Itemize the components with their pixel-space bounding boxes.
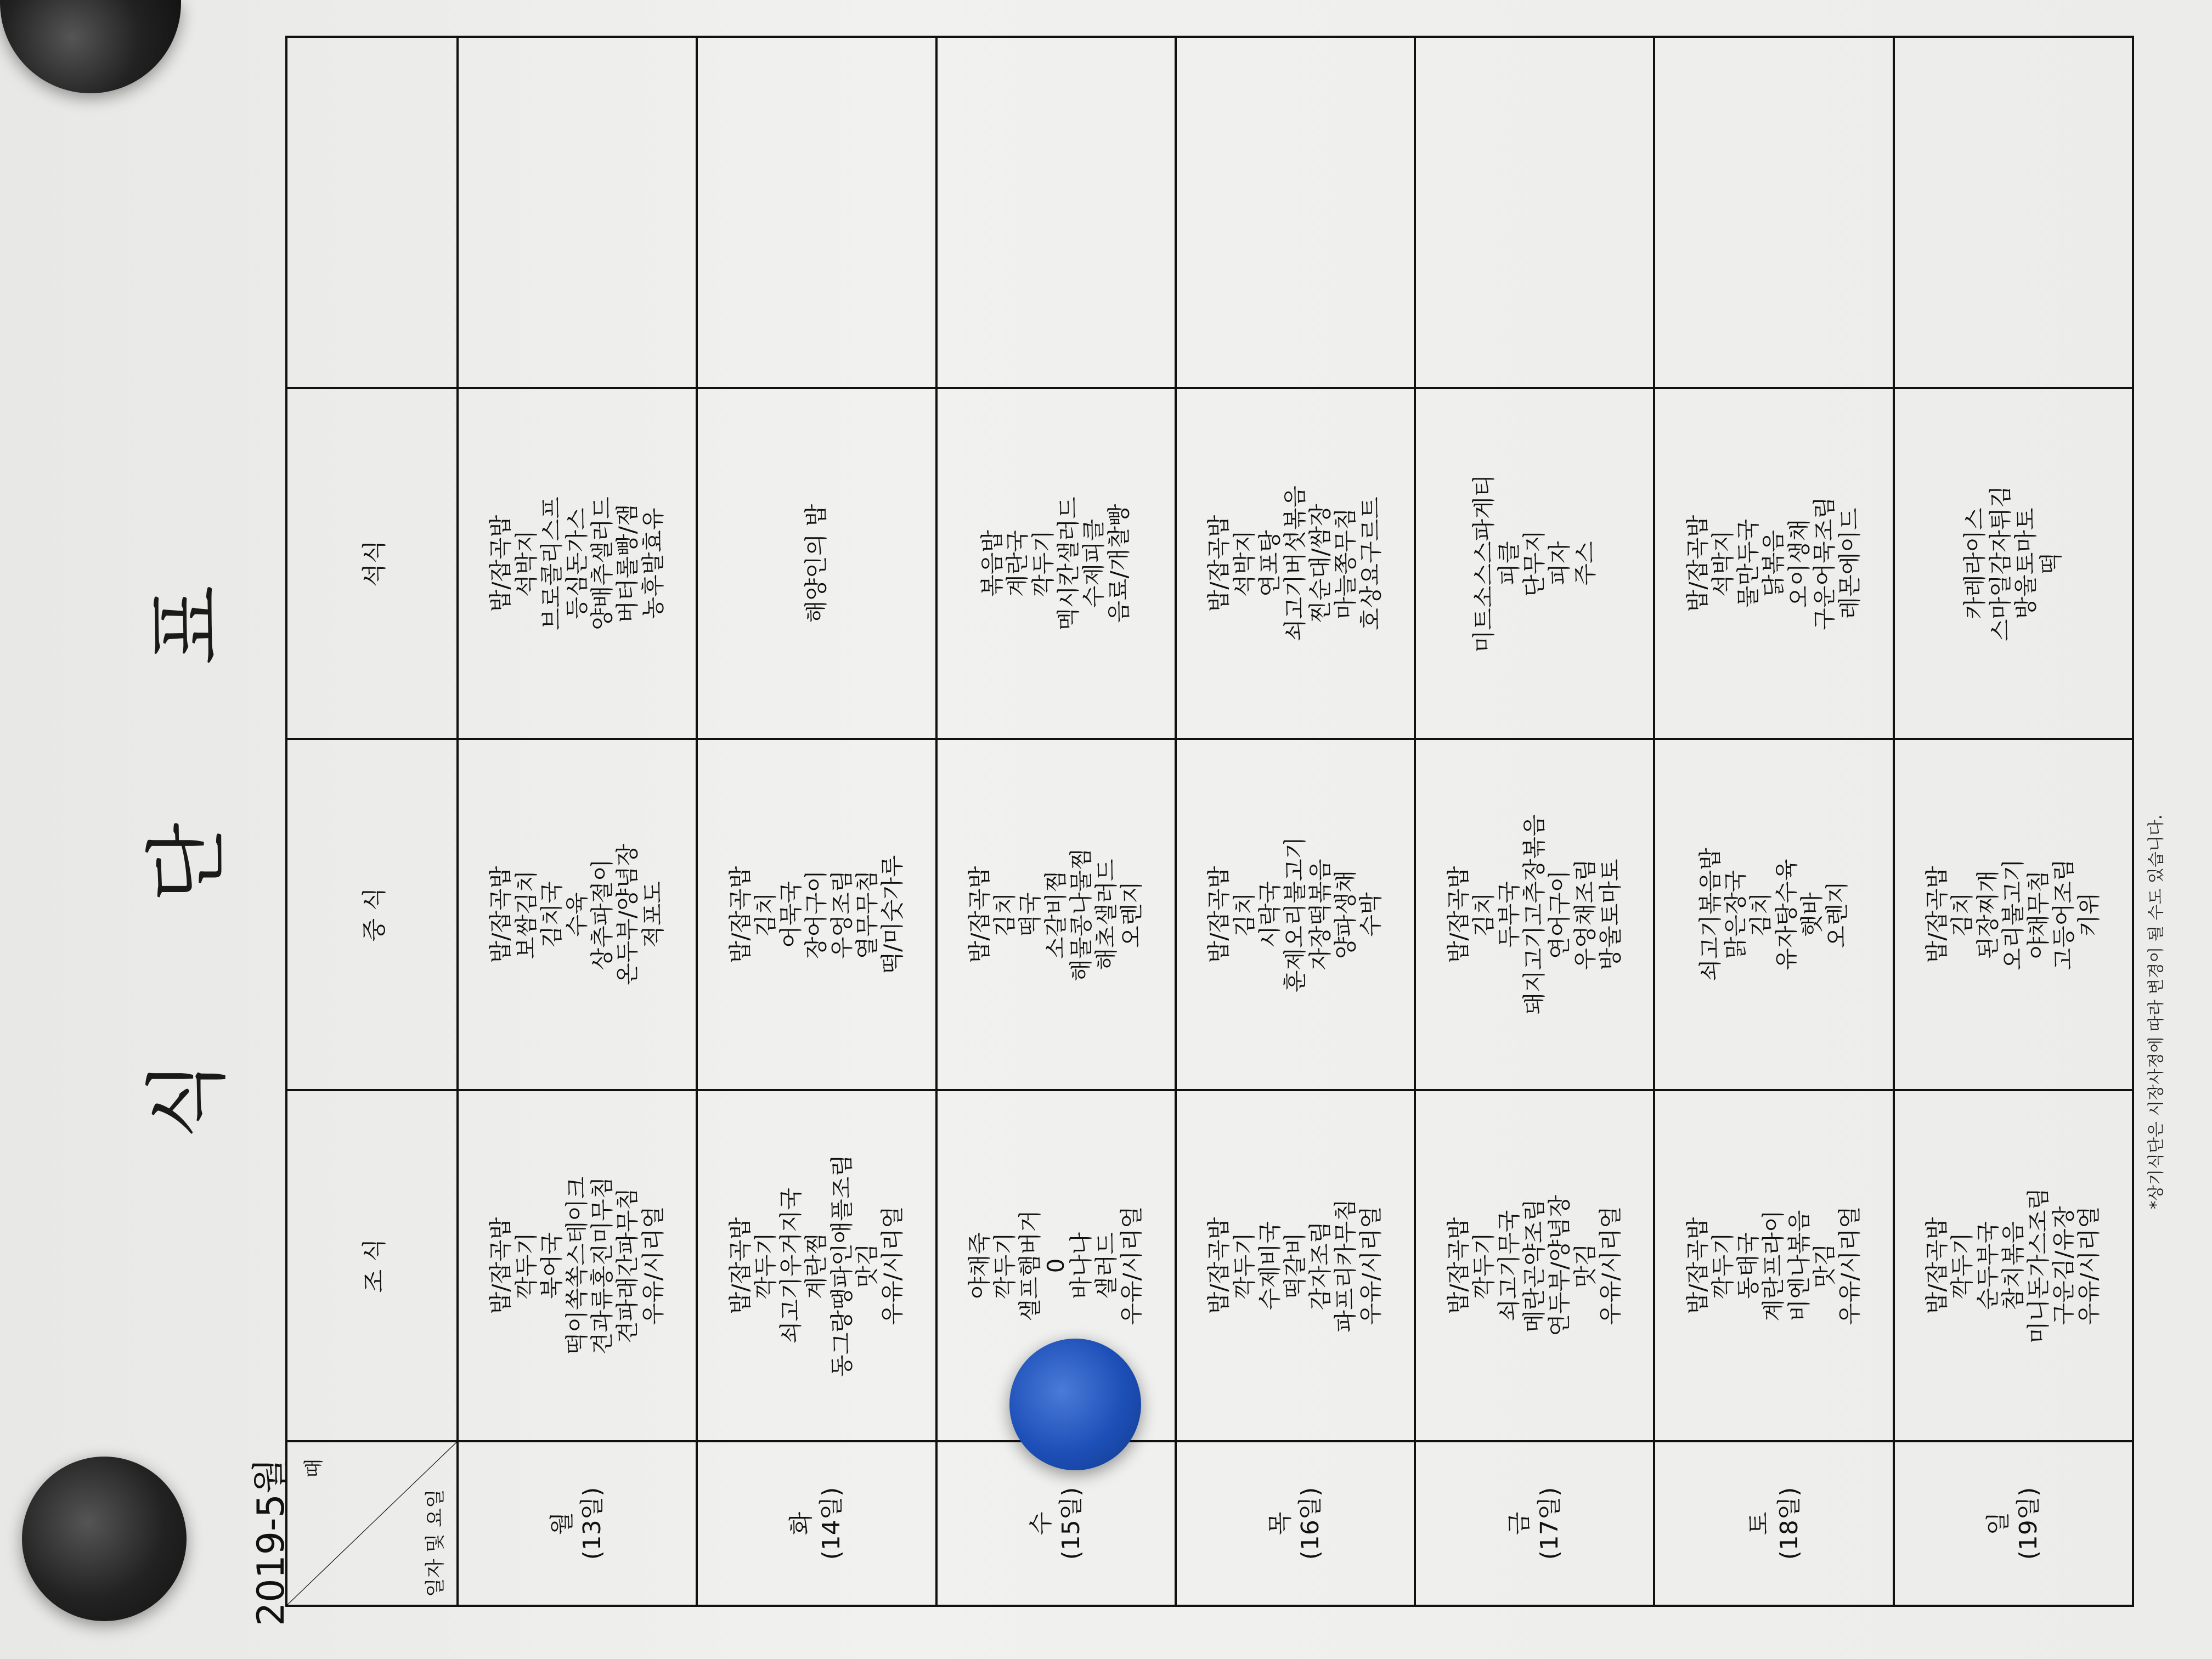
menu-item: 샐러드 bbox=[1092, 1232, 1120, 1299]
menu-item: 오리불고기 bbox=[1999, 859, 2027, 970]
day-date: (16일) bbox=[1296, 1487, 1324, 1560]
lunch-cell bbox=[936, 739, 1176, 1090]
menu-item: 김치 bbox=[1949, 892, 1976, 937]
header-breakfast: 조 식 bbox=[286, 1090, 458, 1441]
menu-item: 동그랑땡파인애플조림 bbox=[828, 1154, 855, 1377]
dinner-cell bbox=[1894, 388, 2133, 739]
menu-item: 밥/잡곡밥 bbox=[1205, 866, 1233, 963]
blank-cell bbox=[1894, 37, 2133, 388]
menu-item: 물만두국 bbox=[1735, 518, 1762, 608]
breakfast-cell bbox=[1176, 1090, 1415, 1441]
menu-table bbox=[285, 36, 2134, 1607]
menu-item: 수제비국 bbox=[1256, 1221, 1283, 1311]
menu-item: 바나나 bbox=[1067, 1232, 1094, 1299]
menu-item: 깍두기 bbox=[1709, 1232, 1737, 1299]
menu-item: 계란프라이 bbox=[1760, 1210, 1787, 1322]
menu-item: 카레라이스 bbox=[1961, 507, 1989, 619]
table-header-row bbox=[286, 37, 458, 1606]
menu-item: 유자탕수육 bbox=[1773, 859, 1800, 970]
menu-item: 밥/잡곡밥 bbox=[1444, 866, 1472, 963]
menu-item: 연어구이 bbox=[1546, 870, 1573, 960]
menu-item: 밥/잡곡밥 bbox=[1205, 515, 1233, 612]
menu-item: 보쌈김치 bbox=[512, 870, 540, 960]
menu-item: 김치 bbox=[991, 892, 1019, 937]
dinner-cell bbox=[1654, 388, 1893, 739]
menu-item: 닭볶음 bbox=[1760, 530, 1787, 597]
menu-item: 해초샐러드 bbox=[1092, 859, 1120, 970]
menu-item: 맛김 bbox=[1810, 1243, 1838, 1288]
menu-item: 농후발효유 bbox=[639, 507, 667, 619]
menu-item: 피자 bbox=[1546, 541, 1573, 586]
menu-item: 호상요구르트 bbox=[1357, 496, 1385, 630]
menu-item: 우유/시리얼 bbox=[878, 1206, 906, 1325]
day-name: 목 bbox=[1266, 1511, 1294, 1536]
table-row bbox=[458, 37, 697, 1606]
day-cell bbox=[1176, 1441, 1415, 1606]
menu-item: 단무지 bbox=[1521, 530, 1548, 597]
menu-item: 방울토마토 bbox=[1596, 859, 1624, 970]
day-date: (18일) bbox=[1775, 1487, 1803, 1560]
menu-item: 석박지 bbox=[1709, 530, 1737, 597]
menu-item: 해양인의 밥 bbox=[803, 504, 830, 623]
menu-item: 음료/개찰빵 bbox=[1105, 504, 1133, 623]
menu-item: 맛김 bbox=[1571, 1243, 1599, 1288]
menu-item: 떡갈비 bbox=[1281, 1232, 1308, 1299]
menu-item: 깍두기 bbox=[1231, 1232, 1258, 1299]
menu-item: 양배추샐러드 bbox=[589, 496, 616, 630]
menu-item: 양파생채 bbox=[1332, 870, 1359, 960]
menu-item: 밥/잡곡밥 bbox=[487, 515, 515, 612]
menu-item: 밥/잡곡밥 bbox=[966, 866, 994, 963]
dinner-cell bbox=[697, 388, 936, 739]
menu-item: 적포도 bbox=[639, 881, 667, 948]
menu-item: 우엉채조림 bbox=[1571, 859, 1599, 970]
menu-item: 구운어묵조림 bbox=[1810, 496, 1838, 630]
menu-item: 키위 bbox=[2075, 892, 2103, 937]
menu-item: 밥/잡곡밥 bbox=[726, 1217, 754, 1314]
day-date: (14일) bbox=[817, 1487, 846, 1560]
menu-item: 우유/시리얼 bbox=[1118, 1206, 1146, 1325]
day-date: (13일) bbox=[578, 1487, 607, 1560]
menu-item: 맛김 bbox=[853, 1243, 881, 1288]
menu-item: 밥/잡곡밥 bbox=[1684, 515, 1711, 612]
menu-item: 깍두기 bbox=[752, 1232, 779, 1299]
menu-item: 우유/시리얼 bbox=[1836, 1206, 1864, 1325]
menu-item: 김치 bbox=[1470, 892, 1497, 937]
menu-item: 두부국 bbox=[1495, 881, 1522, 948]
day-date: (19일) bbox=[2014, 1487, 2042, 1560]
header-corner bbox=[286, 1441, 458, 1606]
menu-item: 김치국 bbox=[538, 881, 565, 948]
menu-item: 훈제오리불고기 bbox=[1281, 837, 1308, 993]
menu-item: 김치 bbox=[752, 892, 779, 937]
menu-item: 상추파절이 bbox=[589, 859, 616, 970]
menu-item: 깍두기 bbox=[991, 1232, 1019, 1299]
menu-item: 계란찜 bbox=[803, 1232, 830, 1299]
menu-item: 메란곤약조림 bbox=[1521, 1199, 1548, 1333]
menu-item: 김치 bbox=[1231, 892, 1258, 937]
menu-item: 자장떡볶음 bbox=[1307, 859, 1334, 970]
menu-item: 쇠고기우거지국 bbox=[777, 1188, 805, 1344]
menu-item: 석박지 bbox=[512, 530, 540, 597]
menu-item: 햇바 bbox=[1798, 892, 1825, 937]
table-row bbox=[1894, 37, 2133, 1606]
menu-item: 레몬에이드 bbox=[1836, 507, 1864, 619]
menu-item: 밥/잡곡밥 bbox=[1205, 1217, 1233, 1314]
blank-cell bbox=[697, 37, 936, 388]
menu-item: 참치볶음 bbox=[1999, 1221, 2027, 1311]
day-cell bbox=[1415, 1441, 1654, 1606]
lunch-cell bbox=[697, 739, 936, 1090]
day-name: 화 bbox=[787, 1511, 816, 1536]
menu-item: 밥/잡곡밥 bbox=[726, 866, 754, 963]
breakfast-cell bbox=[458, 1090, 697, 1441]
menu-item: 버터롤빵/잼 bbox=[614, 504, 641, 623]
lunch-cell bbox=[1894, 739, 2133, 1090]
menu-item: 우유/시리얼 bbox=[2075, 1206, 2103, 1325]
menu-item: 우유/시리얼 bbox=[1596, 1206, 1624, 1325]
day-name: 토 bbox=[1745, 1511, 1773, 1536]
menu-item: 깍두기 bbox=[1470, 1232, 1497, 1299]
menu-item: 북어국 bbox=[538, 1232, 565, 1299]
menu-item: 우엉조림 bbox=[828, 870, 855, 960]
menu-item: 장어구이 bbox=[803, 870, 830, 960]
menu-item: 계란국 bbox=[1004, 530, 1031, 597]
menu-item: 볶음밥 bbox=[979, 530, 1006, 597]
header-lunch: 중 식 bbox=[286, 739, 458, 1090]
menu-item: 순두부국 bbox=[1974, 1221, 2001, 1311]
day-name: 수 bbox=[1026, 1511, 1055, 1536]
menu-item: 밥/잡곡밥 bbox=[1684, 1217, 1711, 1314]
menu-item: 미니돈가스조림 bbox=[2024, 1188, 2052, 1344]
menu-item: 구운김/유장 bbox=[2050, 1206, 2078, 1325]
blank-cell bbox=[458, 37, 697, 388]
menu-item: 연포탕 bbox=[1256, 530, 1283, 597]
day-cell bbox=[697, 1441, 936, 1606]
menu-item: 수육 bbox=[563, 892, 591, 937]
menu-item: 떡/미숫가루 bbox=[878, 855, 906, 974]
table-row bbox=[1415, 37, 1654, 1606]
lunch-cell bbox=[1176, 739, 1415, 1090]
dinner-cell bbox=[1415, 388, 1654, 739]
menu-item: 피클 bbox=[1495, 541, 1522, 586]
menu-item: 열무무침 bbox=[853, 870, 881, 960]
day-date: (17일) bbox=[1536, 1487, 1564, 1560]
blank-cell bbox=[1176, 37, 1415, 388]
menu-item: 떡이쏙쏙스테이크 bbox=[563, 1176, 591, 1355]
menu-item: 김치 bbox=[1747, 892, 1775, 937]
menu-item: 깍두기 bbox=[512, 1232, 540, 1299]
menu-item: 시락국 bbox=[1256, 881, 1283, 948]
day-name: 일 bbox=[1984, 1511, 2012, 1536]
menu-item: 오렌지 bbox=[1823, 881, 1850, 948]
menu-item: 야채죽 bbox=[966, 1232, 994, 1299]
menu-item: 방울토마토 bbox=[2012, 507, 2039, 619]
lunch-cell bbox=[1415, 739, 1654, 1090]
page-title: 식 단 표 bbox=[140, 519, 235, 1140]
menu-item: 깍두기 bbox=[1949, 1232, 1976, 1299]
month-label: 2019-5월 bbox=[250, 1458, 293, 1626]
menu-item: 돼지고기고추장볶음 bbox=[1521, 814, 1548, 1015]
corner-date-label: 일자 및 요일 bbox=[424, 1489, 447, 1597]
menu-item: 견과류홍진미무침 bbox=[589, 1176, 616, 1355]
menu-item: 떡 bbox=[2038, 552, 2065, 575]
menu-item: 밥/잡곡밥 bbox=[487, 866, 515, 963]
lunch-cell bbox=[1654, 739, 1893, 1090]
header-dinner: 석식 bbox=[286, 388, 458, 739]
menu-item: 밥/잡곡밥 bbox=[487, 1217, 515, 1314]
menu-item: 연두부/양념장 bbox=[1546, 1195, 1573, 1336]
menu-item: 밥/잡곡밥 bbox=[1444, 1217, 1472, 1314]
menu-item: 브로콜리스프 bbox=[538, 496, 565, 630]
menu-item: 우유/시리얼 bbox=[1357, 1206, 1385, 1325]
dinner-cell bbox=[458, 388, 697, 739]
blank-cell bbox=[936, 37, 1176, 388]
footnote: *상기식단은 시장사정에 따라 변경이 될 수도 있습니다. bbox=[2147, 814, 2166, 1209]
menu-item: 맑은장국 bbox=[1722, 870, 1750, 960]
menu-item: 고등어조림 bbox=[2050, 859, 2078, 970]
table-row bbox=[697, 37, 936, 1606]
menu-item: 야채무침 bbox=[2024, 870, 2052, 960]
menu-item: 어묵국 bbox=[777, 881, 805, 948]
menu-item: 석박지 bbox=[1231, 530, 1258, 597]
day-date: (15일) bbox=[1057, 1487, 1085, 1560]
menu-item: 스마일감자튀김 bbox=[1987, 486, 2014, 642]
menu-item: 쇠고기볶음밥 bbox=[1696, 848, 1724, 981]
blank-cell bbox=[1415, 37, 1654, 388]
breakfast-cell bbox=[1415, 1090, 1654, 1441]
menu-item: 소갈비찜 bbox=[1042, 870, 1069, 960]
menu-item: 깍두기 bbox=[1029, 530, 1057, 597]
blank-cell bbox=[1654, 37, 1893, 388]
menu-item: 밥/잡곡밥 bbox=[1923, 1217, 1951, 1314]
menu-item: 수박 bbox=[1357, 892, 1385, 937]
day-cell bbox=[1654, 1441, 1893, 1606]
menu-item: 샐프햄버거 bbox=[1017, 1210, 1044, 1322]
dinner-cell bbox=[936, 388, 1176, 739]
day-name: 금 bbox=[1505, 1511, 1534, 1536]
corner-time-label: 때 bbox=[303, 1459, 325, 1478]
header-blank bbox=[286, 37, 458, 388]
day-cell bbox=[458, 1441, 697, 1606]
menu-item: 미트소스스파게티 bbox=[1470, 474, 1497, 653]
magnet-blue bbox=[1009, 1339, 1141, 1470]
menu-item: 밥/잡곡밥 bbox=[1923, 866, 1951, 963]
menu-item: 마늘쫑무침 bbox=[1332, 507, 1359, 619]
menu-item: 수제피클 bbox=[1080, 518, 1107, 608]
menu-item: 된장찌개 bbox=[1974, 870, 2001, 960]
menu-item: 파프리카무침 bbox=[1332, 1199, 1359, 1333]
menu-item: 견파래간파무침 bbox=[614, 1188, 641, 1344]
breakfast-cell bbox=[697, 1090, 936, 1441]
day-cell bbox=[1894, 1441, 2133, 1606]
menu-item: 감자조림 bbox=[1307, 1221, 1334, 1311]
breakfast-cell bbox=[1654, 1090, 1893, 1441]
menu-item: 쇠고기무국 bbox=[1495, 1210, 1522, 1322]
menu-item: 우유/시리얼 bbox=[639, 1206, 667, 1325]
menu-item: 해물콩나물찜 bbox=[1067, 848, 1094, 981]
menu-item: 떡국 bbox=[1017, 892, 1044, 937]
breakfast-cell bbox=[1894, 1090, 2133, 1441]
day-name: 월 bbox=[548, 1511, 577, 1536]
menu-item: 온두부/양념장 bbox=[614, 844, 641, 985]
menu-item: 찐순대/쌈장 bbox=[1307, 504, 1334, 623]
magnet-bottom-left bbox=[22, 1457, 187, 1621]
menu-item: 0 bbox=[1042, 1258, 1069, 1273]
menu-item: 주스 bbox=[1571, 541, 1599, 586]
menu-item: 동태국 bbox=[1735, 1232, 1762, 1299]
menu-item: 비엔나볶음 bbox=[1785, 1210, 1813, 1322]
dinner-cell bbox=[1176, 388, 1415, 739]
lunch-cell bbox=[458, 739, 697, 1090]
table-row bbox=[1654, 37, 1893, 1606]
menu-item: 쇠고기버섯볶음 bbox=[1281, 486, 1308, 642]
menu-item: 오이생채 bbox=[1785, 518, 1813, 608]
table-row bbox=[1176, 37, 1415, 1606]
menu-item: 오렌지 bbox=[1118, 881, 1146, 948]
menu-item: 등심돈가스 bbox=[563, 507, 591, 619]
menu-item: 멕시칸샐러드 bbox=[1054, 496, 1082, 630]
